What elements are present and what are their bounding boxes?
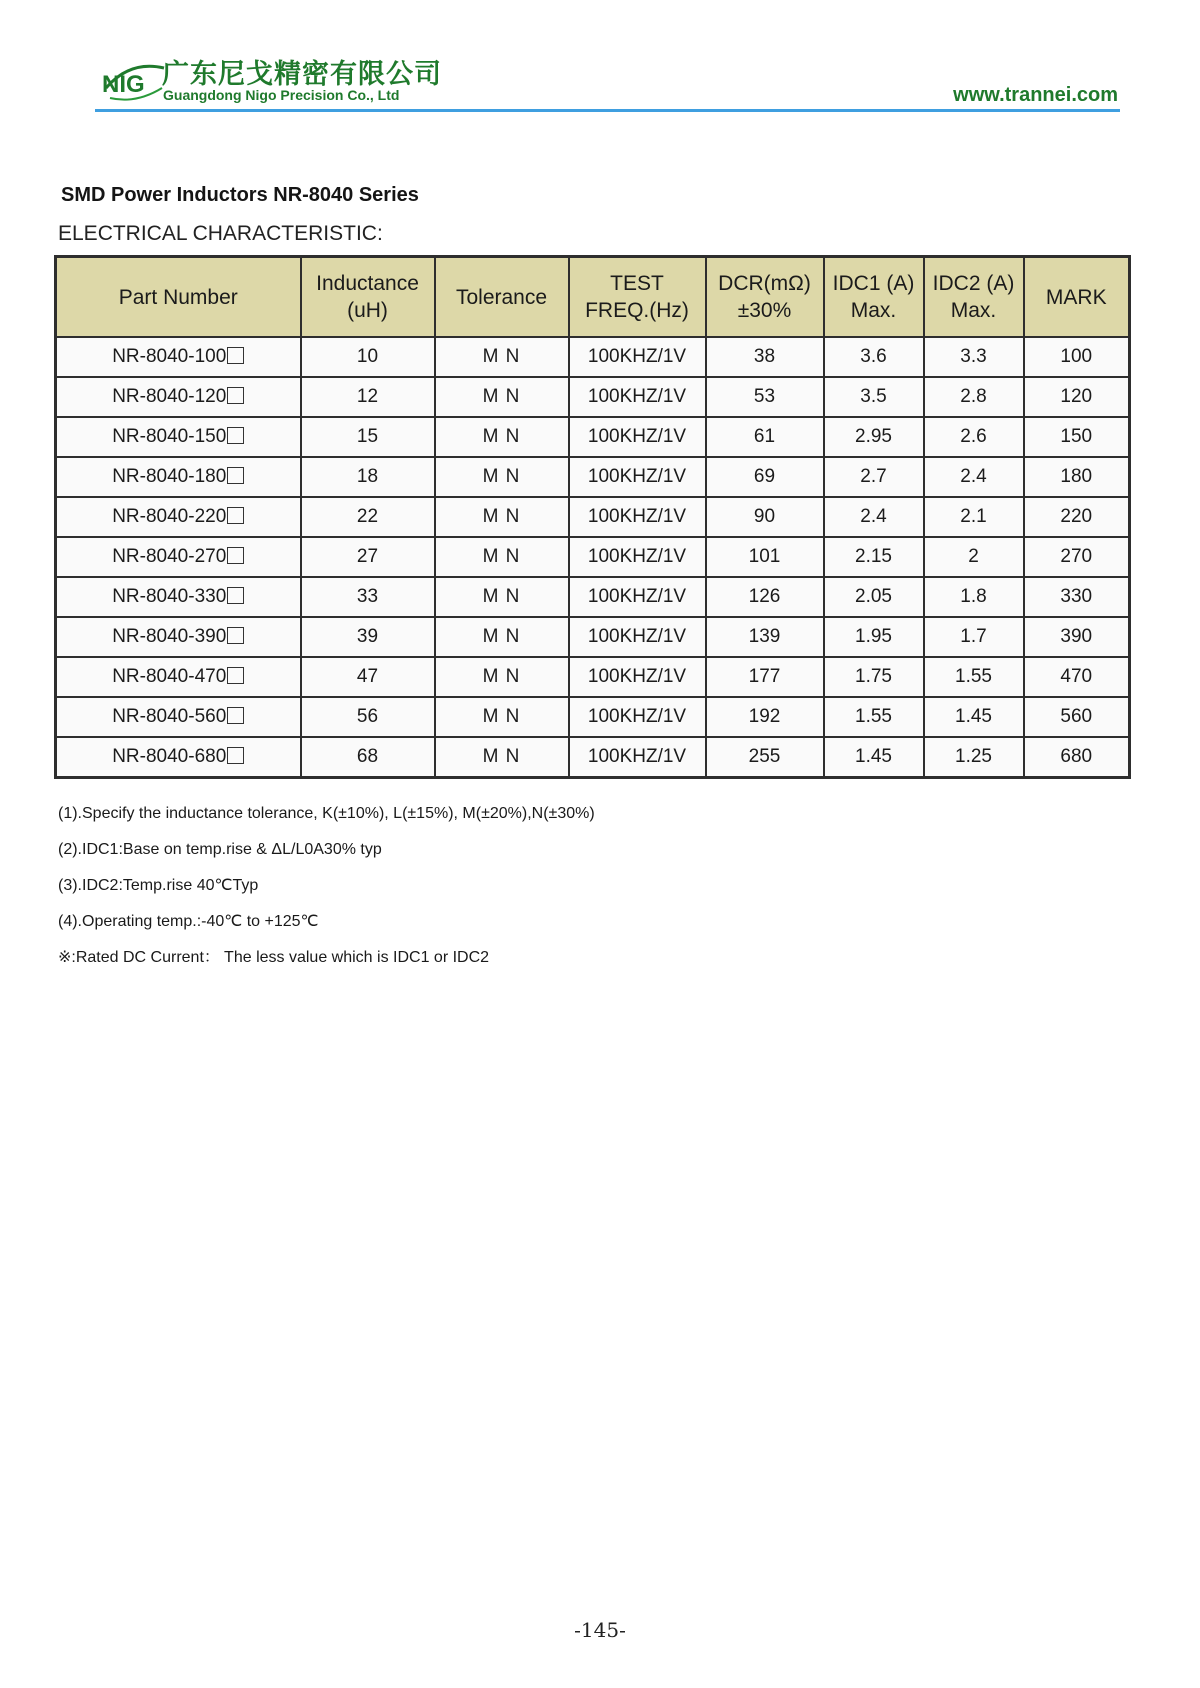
cell-dcr: 53 (706, 377, 824, 417)
header-mark: MARK (1024, 257, 1130, 338)
cell-dcr: 139 (706, 617, 824, 657)
cell-tolerance: M N (435, 617, 569, 657)
cell-part-number: NR-8040-560 (56, 697, 301, 737)
tolerance-code-box (227, 747, 244, 764)
cell-dcr: 177 (706, 657, 824, 697)
cell-tolerance: M N (435, 737, 569, 778)
cell-dcr: 255 (706, 737, 824, 778)
cell-tolerance: M N (435, 537, 569, 577)
cell-idc1: 1.95 (824, 617, 924, 657)
header-tolerance: Tolerance (435, 257, 569, 338)
tolerance-code-box (227, 547, 244, 564)
cell-idc2: 1.8 (924, 577, 1024, 617)
notes (58, 804, 595, 984)
cell-inductance: 18 (301, 457, 435, 497)
table-row (56, 657, 1130, 697)
cell-test-freq: 100KHZ/1V (569, 337, 706, 377)
cell-idc1: 1.75 (824, 657, 924, 697)
cell-idc1: 3.5 (824, 377, 924, 417)
header-inductance: Inductance (uH) (301, 257, 435, 338)
cell-idc1: 2.4 (824, 497, 924, 537)
cell-idc1: 2.7 (824, 457, 924, 497)
cell-tolerance: M N (435, 417, 569, 457)
header-test-freq: TEST FREQ.(Hz) (569, 257, 706, 338)
cell-mark: 560 (1024, 697, 1130, 737)
header-idc2: IDC2 (A) Max. (924, 257, 1024, 338)
cell-test-freq: 100KHZ/1V (569, 577, 706, 617)
cell-mark: 220 (1024, 497, 1130, 537)
cell-test-freq: 100KHZ/1V (569, 457, 706, 497)
cell-dcr: 101 (706, 537, 824, 577)
cell-tolerance: M N (435, 337, 569, 377)
cell-part-number: NR-8040-100 (56, 337, 301, 377)
tolerance-code-box (227, 427, 244, 444)
cell-inductance: 10 (301, 337, 435, 377)
note-4: (4).Operating temp.:-40℃ to +125℃ (58, 913, 319, 930)
note-2: (2).IDC1:Base on temp.rise & ΔL/L0A30% typ (58, 841, 382, 858)
cell-inductance: 22 (301, 497, 435, 537)
note-3: (3).IDC2:Temp.rise 40℃Typ (58, 877, 259, 894)
cell-part-number: NR-8040-330 (56, 577, 301, 617)
table-row (56, 537, 1130, 577)
section-title: ELECTRICAL CHARACTERISTIC: (58, 222, 383, 245)
table-header-row (56, 257, 1130, 338)
cell-mark: 330 (1024, 577, 1130, 617)
cell-idc2: 1.25 (924, 737, 1024, 778)
cell-part-number: NR-8040-270 (56, 537, 301, 577)
note-1: (1).Specify the inductance tolerance, K(±10%), L(±15%), M(±20%),N(±30%) (58, 805, 595, 822)
cell-test-freq: 100KHZ/1V (569, 377, 706, 417)
cell-tolerance: M N (435, 577, 569, 617)
cell-part-number: NR-8040-120 (56, 377, 301, 417)
cell-dcr: 192 (706, 697, 824, 737)
cell-dcr: 38 (706, 337, 824, 377)
tolerance-code-box (227, 387, 244, 404)
cell-mark: 390 (1024, 617, 1130, 657)
cell-part-number: NR-8040-680 (56, 737, 301, 778)
cell-idc1: 1.45 (824, 737, 924, 778)
tolerance-code-box (227, 507, 244, 524)
tolerance-code-box (227, 627, 244, 644)
header-idc1: IDC1 (A) Max. (824, 257, 924, 338)
cell-idc1: 2.95 (824, 417, 924, 457)
cell-inductance: 15 (301, 417, 435, 457)
tolerance-code-box (227, 587, 244, 604)
cell-idc2: 2.4 (924, 457, 1024, 497)
cell-idc1: 2.05 (824, 577, 924, 617)
cell-inductance: 39 (301, 617, 435, 657)
cell-inductance: 12 (301, 377, 435, 417)
cell-idc1: 2.15 (824, 537, 924, 577)
cell-dcr: 126 (706, 577, 824, 617)
cell-idc2: 2.1 (924, 497, 1024, 537)
cell-dcr: 61 (706, 417, 824, 457)
table-row (56, 617, 1130, 657)
cell-mark: 100 (1024, 337, 1130, 377)
table-row (56, 377, 1130, 417)
table-row (56, 697, 1130, 737)
tolerance-code-box (227, 347, 244, 364)
cell-tolerance: M N (435, 457, 569, 497)
table-row (56, 417, 1130, 457)
cell-inductance: 27 (301, 537, 435, 577)
cell-test-freq: 100KHZ/1V (569, 617, 706, 657)
cell-idc2: 2.6 (924, 417, 1024, 457)
cell-tolerance: M N (435, 497, 569, 537)
cell-mark: 120 (1024, 377, 1130, 417)
header-dcr: DCR(mΩ) ±30% (706, 257, 824, 338)
website-url: www.trannei.com (953, 84, 1118, 106)
cell-mark: 470 (1024, 657, 1130, 697)
table-row (56, 457, 1130, 497)
page-number: -145- (574, 1618, 626, 1642)
cell-mark: 680 (1024, 737, 1130, 778)
cell-idc2: 1.55 (924, 657, 1024, 697)
tolerance-code-box (227, 707, 244, 724)
cell-idc1: 1.55 (824, 697, 924, 737)
cell-dcr: 90 (706, 497, 824, 537)
cell-idc2: 3.3 (924, 337, 1024, 377)
header-divider (95, 109, 1120, 112)
cell-test-freq: 100KHZ/1V (569, 697, 706, 737)
cell-idc2: 1.45 (924, 697, 1024, 737)
table-row (56, 737, 1130, 778)
cell-inductance: 33 (301, 577, 435, 617)
cell-idc2: 1.7 (924, 617, 1024, 657)
note-rated-current: ※:Rated DC Current： The less value which is IDC1 or IDC2 (58, 949, 490, 966)
cell-idc2: 2 (924, 537, 1024, 577)
company-logo (100, 58, 170, 104)
logo-text: NIG (102, 71, 145, 98)
cell-mark: 270 (1024, 537, 1130, 577)
table-row (56, 337, 1130, 377)
cell-inductance: 47 (301, 657, 435, 697)
cell-idc2: 2.8 (924, 377, 1024, 417)
cell-tolerance: M N (435, 657, 569, 697)
cell-mark: 180 (1024, 457, 1130, 497)
cell-test-freq: 100KHZ/1V (569, 417, 706, 457)
cell-inductance: 56 (301, 697, 435, 737)
cell-test-freq: 100KHZ/1V (569, 737, 706, 778)
cell-part-number: NR-8040-180 (56, 457, 301, 497)
cell-dcr: 69 (706, 457, 824, 497)
cell-part-number: NR-8040-390 (56, 617, 301, 657)
document-title: SMD Power Inductors NR-8040 Series (61, 184, 419, 206)
company-name-cn: 广东尼戈精密有限公司 (162, 59, 442, 90)
company-name-en: Guangdong Nigo Precision Co., Ltd (163, 87, 400, 103)
cell-part-number: NR-8040-150 (56, 417, 301, 457)
table-row (56, 577, 1130, 617)
tolerance-code-box (227, 667, 244, 684)
table-row (56, 497, 1130, 537)
cell-part-number: NR-8040-470 (56, 657, 301, 697)
cell-test-freq: 100KHZ/1V (569, 497, 706, 537)
cell-part-number: NR-8040-220 (56, 497, 301, 537)
electrical-characteristics-table (54, 255, 1131, 779)
cell-inductance: 68 (301, 737, 435, 778)
header-part-number: Part Number (56, 257, 301, 338)
cell-tolerance: M N (435, 377, 569, 417)
cell-tolerance: M N (435, 697, 569, 737)
cell-mark: 150 (1024, 417, 1130, 457)
cell-test-freq: 100KHZ/1V (569, 537, 706, 577)
tolerance-code-box (227, 467, 244, 484)
cell-idc1: 3.6 (824, 337, 924, 377)
cell-test-freq: 100KHZ/1V (569, 657, 706, 697)
